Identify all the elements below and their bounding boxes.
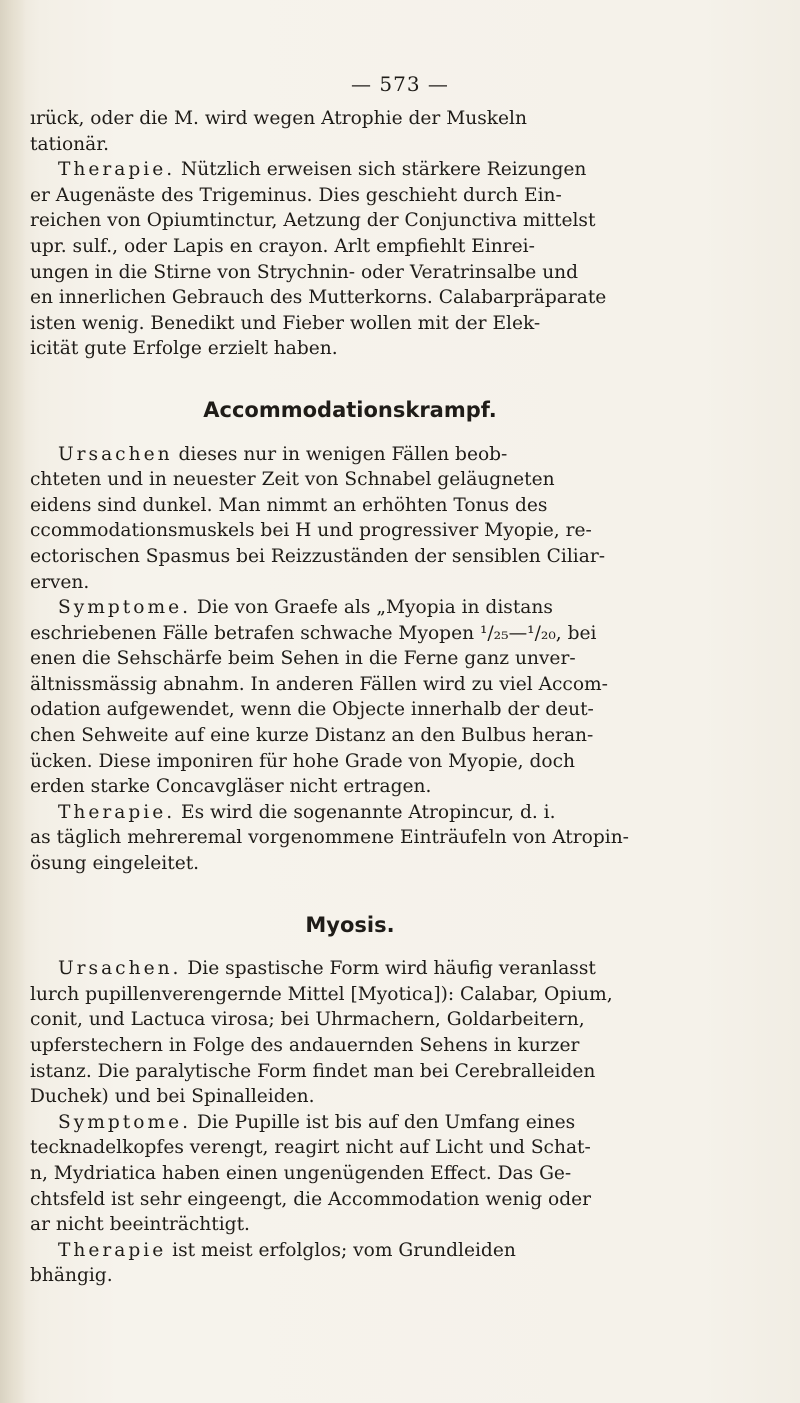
text-line: Duchek) und bei Spinalleiden. [30, 1086, 315, 1108]
therapie-paragraph [30, 1238, 670, 1264]
text-fragment: Die Pupille ist bis auf den Umfang eines [191, 1111, 576, 1133]
ursachen-paragraph [30, 956, 670, 982]
text-line: eschriebenen Fälle betrafen schwache Myopen ¹/₂₅—¹/₂₀, bei [30, 622, 597, 644]
text-line: odation aufgewendet, wenn die Objecte innerhalb der deut- [30, 699, 594, 721]
text-line: eidens sind dunkel. Man nimmt an erhöhten Tonus des [30, 494, 548, 516]
ursachen-paragraph-continued [30, 467, 670, 595]
ursachen-label: Ursachen. [58, 958, 182, 980]
text-line: bhängig. [30, 1265, 113, 1287]
text-line: erden starke Concavgläser nicht ertragen. [30, 776, 432, 798]
text-fragment: Nützlich erweisen sich stärkere Reizungen [175, 159, 587, 181]
ursachen-paragraph [30, 442, 670, 468]
text-line: ectorischen Spasmus bei Reizzuständen der sensiblen Ciliar- [30, 545, 605, 567]
text-line: icität gute Erfolge erzielt haben. [30, 338, 338, 360]
therapie-paragraph-continued [30, 183, 670, 362]
text-line: lurch pupillenverengernde Mittel [Myotica]): Calabar, Opium, [30, 983, 613, 1005]
text-line: ırück, oder die M. wird wegen Atrophie der Muskeln [30, 108, 527, 129]
text-line: chen Sehweite auf eine kurze Distanz an den Bulbus heran- [30, 725, 594, 747]
symptome-label: Symptome. [58, 1111, 191, 1133]
text-line: ücken. Diese imponiren für hohe Grade von Myopie, doch [30, 750, 575, 772]
text-line [58, 157, 670, 183]
text-line: upr. sulf., oder Lapis en crayon. Arlt empfiehlt Einrei- [30, 235, 535, 257]
intro-paragraph [30, 106, 670, 157]
therapie-label: Therapie. [58, 801, 176, 823]
text-fragment: Die spastische Form wird häufig veranlasst [181, 958, 596, 980]
text-line: upferstechern in Folge des andauernden Sehens in kurzer [30, 1035, 580, 1056]
ursachen-label: Ursachen [58, 443, 173, 465]
text-line [58, 595, 670, 621]
text-line: enen die Sehschärfe beim Sehen in die Ferne ganz unver- [30, 648, 576, 670]
page-text [30, 106, 670, 1289]
page-number: — 573 — [351, 72, 449, 96]
section-heading-myosis: Myosis. [305, 912, 395, 937]
symptome-paragraph [30, 595, 670, 621]
text-line: ungen in die Stirne von Strychnin- oder Veratrinsalbe und [30, 261, 579, 283]
text-fragment: dieses nur in wenigen Fällen beob- [172, 443, 508, 465]
therapie-label: Therapie [58, 1239, 167, 1261]
symptome-paragraph-continued [30, 1135, 670, 1237]
text-line: n, Mydriatica haben einen ungenügenden Effect. Das Ge- [30, 1162, 572, 1184]
symptome-paragraph [30, 1110, 670, 1136]
text-fragment: Die von Graefe als „Myopia in distans [191, 597, 553, 619]
text-line: as täglich mehreremal vorgenommene Einträufeln von Atropin- [30, 827, 629, 849]
text-line: ältnissmässig abnahm. In anderen Fällen wird zu viel Accom- [30, 673, 608, 695]
ursachen-paragraph-continued [30, 982, 670, 1110]
symptome-label: Symptome. [58, 597, 191, 619]
page-gutter-shadow [0, 0, 26, 1403]
text-line [58, 1110, 670, 1136]
therapie-paragraph-continued [30, 1263, 670, 1289]
text-line: ösung eingeleitet. [30, 853, 200, 875]
text-line: en innerlichen Gebrauch des Mutterkorns. Calabarpräparate [30, 287, 607, 309]
text-line: erven. [30, 571, 90, 593]
symptome-paragraph-continued [30, 621, 670, 800]
text-line: tationär. [30, 133, 109, 155]
text-line: tecknadelkopfes verengt, reagirt nicht auf Licht und Schat- [30, 1137, 591, 1159]
therapie-paragraph [30, 800, 670, 826]
text-line [58, 1238, 670, 1264]
text-line: ar nicht beeinträchtigt. [30, 1214, 250, 1236]
text-line: er Augenäste des Trigeminus. Dies geschieht durch Ein- [30, 184, 562, 206]
text-line: conit, und Lactuca virosa; bei Uhrmachern, Goldarbeitern, [30, 1009, 585, 1031]
text-fragment: ist meist erfolglos; vom Grundleiden [166, 1239, 516, 1261]
text-line: ccommodationsmuskels bei H und progressiver Myopie, re- [30, 520, 592, 542]
text-line [58, 956, 670, 982]
text-line: chtsfeld ist sehr eingeengt, die Accommodation wenig oder [30, 1188, 592, 1210]
text-fragment: Es wird die sogenannte Atropincur, d. i. [175, 801, 556, 823]
text-line: isten wenig. Benedikt und Fieber wollen mit der Elek- [30, 312, 541, 334]
text-line: chteten und in neuester Zeit von Schnabel geläugneten [30, 469, 555, 491]
therapie-paragraph [30, 157, 670, 183]
section-heading-accommodationskrampf: Accommodationskrampf. [203, 397, 497, 422]
therapie-label: Therapie. [58, 159, 176, 181]
text-line [58, 442, 670, 468]
text-line: istanz. Die paralytische Form findet man bei Cerebralleiden [30, 1060, 596, 1082]
text-line: reichen von Opiumtinctur, Aetzung der Conjunctiva mittelst [30, 210, 596, 232]
text-line [58, 800, 670, 826]
therapie-paragraph-continued [30, 825, 670, 876]
